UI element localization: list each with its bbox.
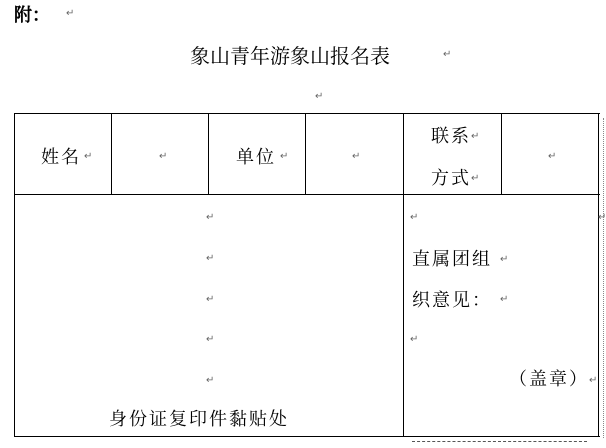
row-end-mark: ↵	[598, 212, 606, 223]
paragraph-mark: ↵	[443, 49, 452, 60]
seal-label: （盖章）	[509, 369, 589, 390]
attachment-label: 附：	[14, 5, 50, 26]
paragraph-mark: ↵	[471, 173, 480, 184]
name-label: 姓名	[41, 147, 81, 168]
unit-value-cell-mark: ↵	[352, 151, 361, 162]
paragraph-mark: ↵	[84, 151, 93, 162]
paragraph-mark: ↵	[471, 131, 480, 142]
name-value-cell-mark: ↵	[159, 151, 168, 162]
contact-label-line2: 方式	[431, 168, 471, 189]
contact-value-cell-mark: ↵	[548, 151, 557, 162]
paragraph-mark: ↵	[206, 294, 215, 305]
paragraph-mark: ↵	[410, 212, 419, 223]
contact-label-line1: 联系	[431, 126, 471, 147]
opinion-label-line1: 直属团组	[412, 249, 492, 270]
paragraph-mark: ↵	[280, 151, 289, 162]
paragraph-mark: ↵	[589, 375, 598, 386]
paragraph-mark: ↵	[500, 254, 509, 265]
paragraph-mark: ↵	[500, 294, 509, 305]
paragraph-mark: ↵	[315, 91, 324, 102]
document-title: 象山青年游象山报名表	[190, 44, 390, 68]
paragraph-mark: ↵	[206, 253, 215, 264]
opinion-label-line2: 织意见：	[412, 290, 492, 311]
unit-label: 单位	[236, 147, 276, 168]
paragraph-mark: ↵	[66, 8, 75, 19]
id-copy-label: 身份证复印件黏贴处	[109, 409, 289, 430]
paragraph-mark: ↵	[206, 212, 215, 223]
paragraph-mark: ↵	[206, 334, 215, 345]
paragraph-mark: ↵	[206, 375, 215, 386]
paragraph-mark: ↵	[410, 334, 419, 345]
